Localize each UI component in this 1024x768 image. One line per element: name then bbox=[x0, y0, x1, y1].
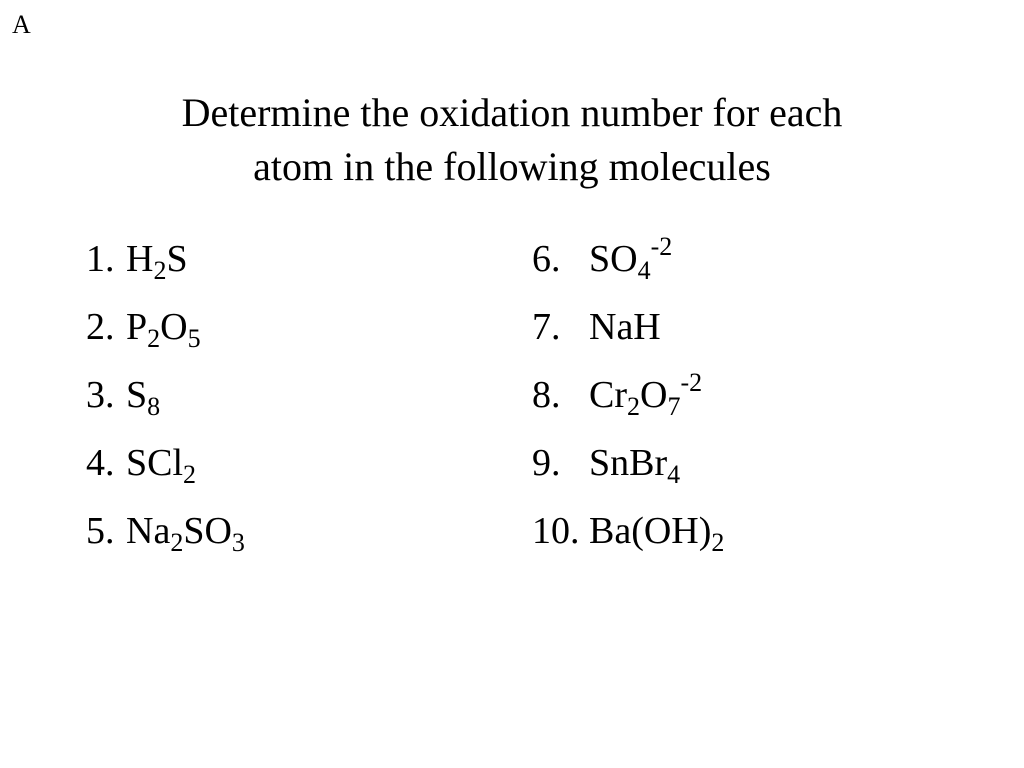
formula-element: SO bbox=[183, 510, 232, 552]
formula-subscript: 7 bbox=[667, 392, 681, 421]
molecule-formula bbox=[589, 436, 680, 504]
formula-subscript: 2 bbox=[183, 460, 197, 489]
formula-element: Na bbox=[126, 510, 171, 552]
item-number: 6. bbox=[532, 238, 561, 280]
formula-element: Cr bbox=[589, 374, 627, 416]
formula-element: SO bbox=[589, 238, 638, 280]
molecule-list-left bbox=[86, 232, 245, 572]
formula-subscript: 8 bbox=[147, 392, 161, 421]
formula-element: O bbox=[160, 306, 188, 348]
formula-subscript: 5 bbox=[187, 324, 201, 353]
molecule-item bbox=[532, 232, 724, 300]
item-number: 1. bbox=[86, 238, 115, 280]
molecule-formula bbox=[589, 504, 724, 572]
formula-element: S bbox=[166, 238, 188, 280]
formula-element: SCl bbox=[126, 442, 184, 484]
molecule-formula bbox=[589, 232, 672, 300]
molecule-list-right bbox=[532, 232, 724, 572]
item-number: 10. bbox=[532, 510, 580, 552]
item-number: 2. bbox=[86, 306, 115, 348]
item-number: 8. bbox=[532, 374, 561, 416]
molecule-item bbox=[86, 436, 245, 504]
molecule-item bbox=[86, 368, 245, 436]
formula-element: NaH bbox=[589, 306, 661, 348]
formula-subscript: 2 bbox=[153, 256, 167, 285]
item-number: 5. bbox=[86, 510, 115, 552]
formula-element: P bbox=[126, 306, 148, 348]
molecule-formula bbox=[589, 368, 702, 436]
molecule-item bbox=[532, 368, 724, 436]
formula-charge: -2 bbox=[680, 368, 703, 397]
title-line-2: atom in the following molecules bbox=[253, 144, 771, 189]
molecule-formula bbox=[126, 436, 196, 504]
item-number: 7. bbox=[532, 306, 561, 348]
title-line-1: Determine the oxidation number for each bbox=[181, 90, 843, 135]
molecule-formula bbox=[126, 232, 188, 300]
formula-element: S bbox=[126, 374, 148, 416]
formula-charge: -2 bbox=[650, 232, 673, 261]
formula-subscript: 2 bbox=[627, 392, 640, 421]
item-number: 9. bbox=[532, 442, 561, 484]
formula-element: Ba(OH) bbox=[589, 510, 712, 552]
formula-element: H bbox=[126, 238, 154, 280]
formula-subscript: 2 bbox=[170, 528, 184, 557]
item-number: 4. bbox=[86, 442, 115, 484]
formula-subscript: 4 bbox=[637, 256, 651, 285]
molecule-item bbox=[86, 300, 245, 368]
molecule-item bbox=[532, 300, 724, 368]
formula-subscript: 2 bbox=[711, 528, 725, 557]
molecule-formula bbox=[589, 300, 661, 368]
molecule-formula bbox=[126, 368, 160, 436]
molecule-item bbox=[86, 232, 245, 300]
molecule-formula bbox=[126, 504, 245, 572]
molecule-item bbox=[86, 504, 245, 572]
page-title bbox=[0, 86, 1024, 194]
molecule-item bbox=[532, 436, 724, 504]
molecule-item bbox=[532, 504, 724, 572]
corner-label: A bbox=[12, 10, 31, 39]
formula-element: SnBr bbox=[589, 442, 668, 484]
molecule-formula bbox=[126, 300, 201, 368]
formula-subscript: 2 bbox=[147, 324, 161, 353]
formula-subscript: 4 bbox=[667, 460, 681, 489]
item-number: 3. bbox=[86, 374, 115, 416]
formula-subscript: 3 bbox=[231, 528, 245, 557]
formula-element: O bbox=[640, 374, 668, 416]
